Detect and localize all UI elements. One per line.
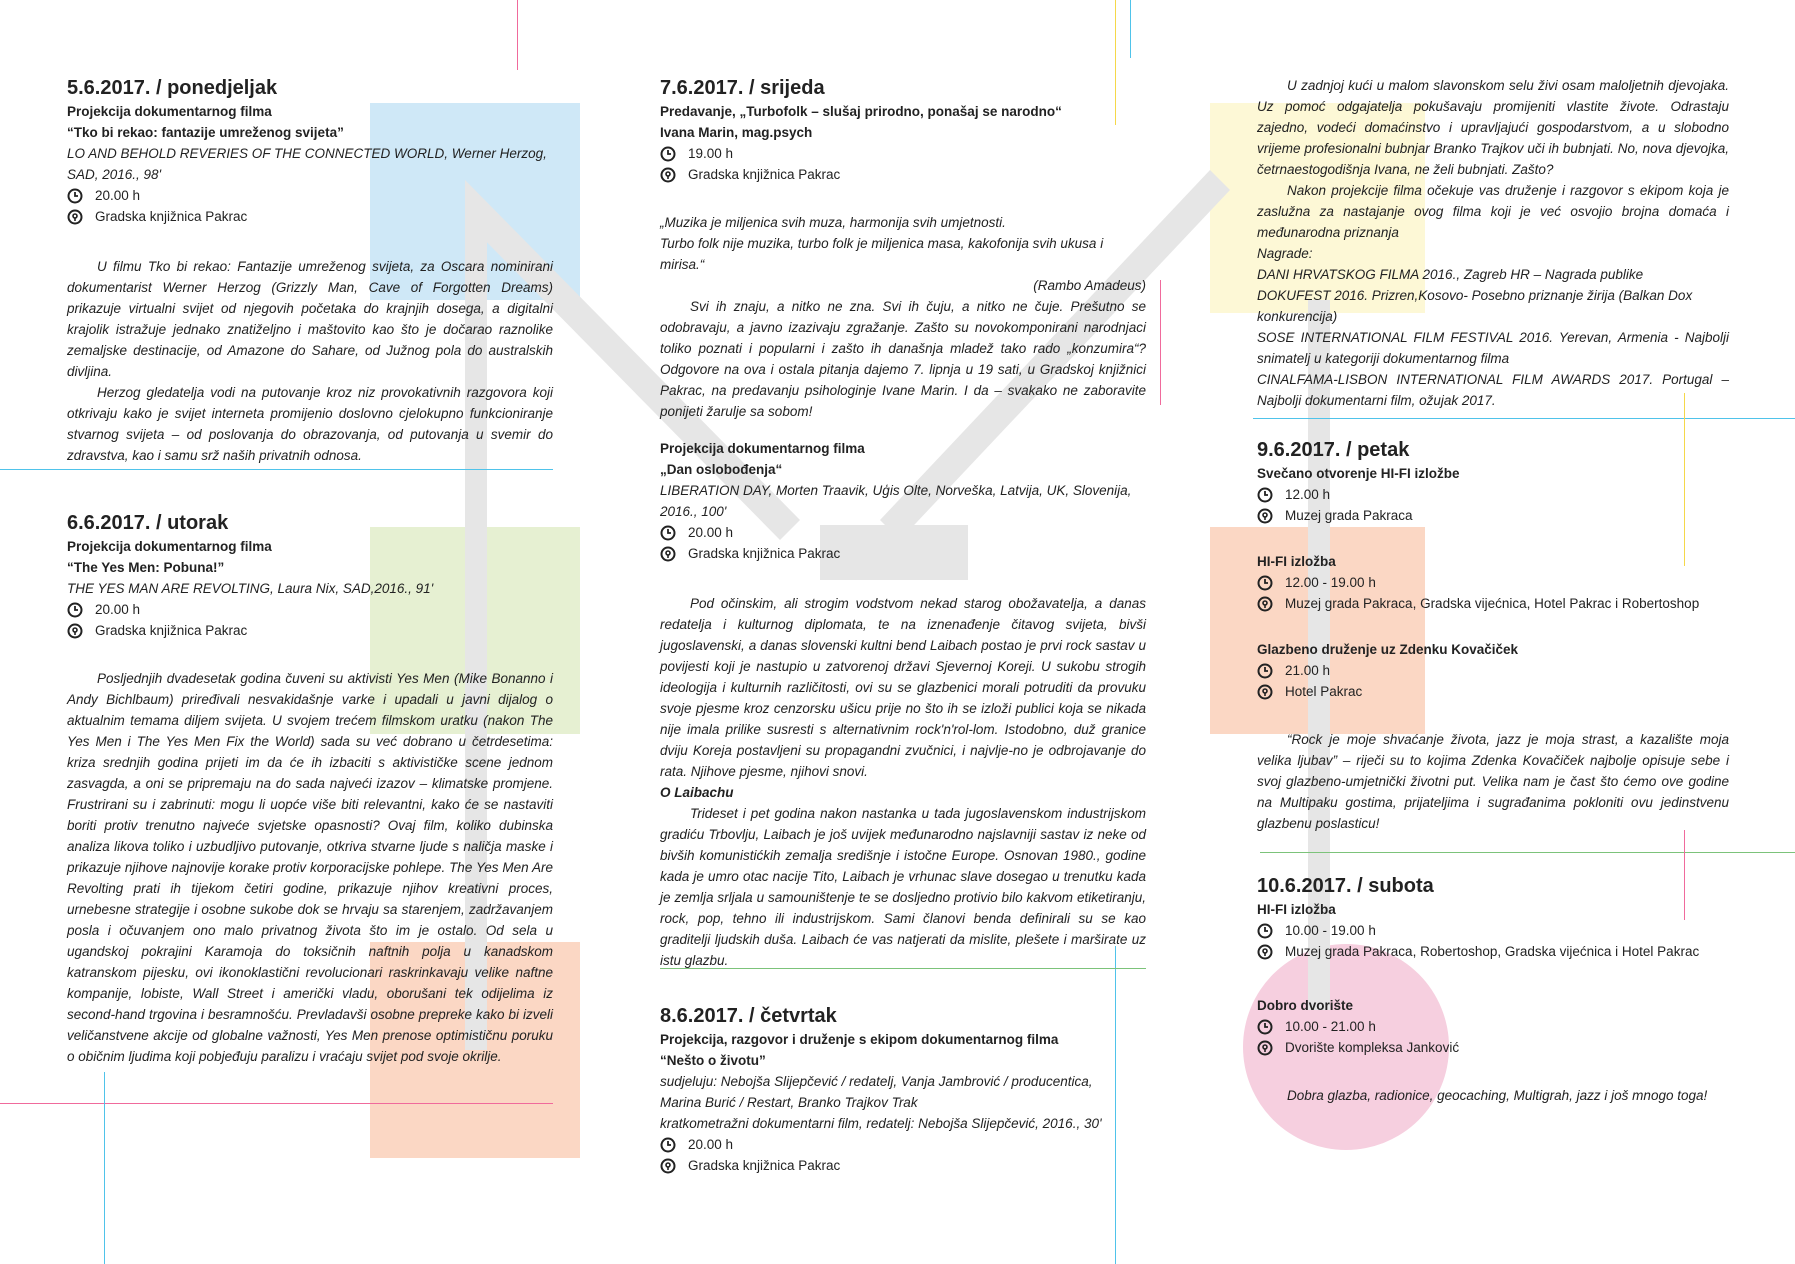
- description-paragraph: Posljednjih dvadesetak godina čuveni su aktivisti Yes Men (Mike Bonanno i Andy Bichlbaum) priređivali nesvakidašnje varke i upadali u javni dijalog o aktualnim temama diljem svijeta. U svojem trećem filmskom uratku (nakon The Yes Men i The Yes Men Fix the World) sada su već dobrano u četrdesetima: kriza srednjih godina prijeti im da će ih izbaciti s aktivističke scene jednom zasvagda, a oni se pripremaju na do sada najveći izazov – klimatske promjene. Frustrirani su i zabrinuti: mogu li uopće više biti relevantni, kako će se nastaviti boriti protiv trenutno najveće svjetske opasnosti? Ovaj film, koliko dubinska analiza likova toliko i uzbudljivo putovanje, otkriva stvarne ljude s naličja maske i prikazuje njihove najnovije korake protiv korporacijske pohlepe. The Yes Men Are Revolting prati ih tijekom četiri godine, prikazuje njihov kreativni proces, urnebesne strategije i osobne sukobe dok se hrvaju sa starenjem, zadržavanjem posla i očuvanjem ono malo privatnog života što im je ostalo. Od sela u ugandskoj pokrajini Karamoja do toksičnih naftnih polja u kanadskom katranskom pijesku, ovi ikonoklastični revolucionari raskrinkavaju velike naftne kompanije, lobiste, Wall Street i američki vladu, oborušani tek odijelima iz second-hand trgovina i besramnošću. Prevladavši osobne prepreke kako bi izveli veličanstvene akcije od globalne važnosti, Yes Men prenose optimističnu poruku o običnim ljudima koji pobjeđuju paralizu i vraćaju svijet pod svoje okrilje.: [67, 671, 553, 1064]
- location-pin-icon: [1257, 508, 1273, 524]
- event-place: Muzej grada Pakraca, Gradska vijećnica, Hotel Pakrac i Robertoshop: [1285, 596, 1700, 611]
- column-right-friday: [1257, 437, 1729, 834]
- closing-line: Dobra glazba, radionice, geocaching, Multigrah, jazz i još mnogo toga!: [1287, 1088, 1708, 1103]
- time-row: [660, 143, 1146, 164]
- event-title: HI-FI izložba: [1257, 554, 1336, 569]
- description-paragraph: Trideset i pet godina nakon nastanka u tada jugoslavenskom industrijskom gradiću Trbovlju, Laibach je još uvijek međunarodno najslavniji sastav iz neke od bivših komunistićkih zemalja središnje i istočne Europe. Osnovan 1980., godine kada je umro otac nacije Tito, Laibach je vrhunac slave dosegao u trenutku kada je zemlja srljala u samouništenje te se dosljedno protivio bilo kakvom etiketiranju, rock, pop, tehno ili industrijskom. Sami članovi benda definirali su se kao graditelji ljudskih duša. Laibach će vas natjerati da mislite, plešete i marširate uz istu glazbu.: [660, 806, 1146, 968]
- film-title: „Dan oslobođenja“: [660, 462, 783, 477]
- divider-line: [1130, 0, 1131, 58]
- location-pin-icon: [67, 209, 83, 225]
- event-date: 8.6.2017. / četvrtak: [660, 1005, 837, 1027]
- place-row: [660, 543, 1146, 564]
- clock-icon: [1257, 487, 1273, 503]
- divider-line: [104, 1072, 105, 1264]
- column-middle: [660, 75, 1146, 422]
- place-row: [1257, 681, 1729, 702]
- time-row: [67, 185, 553, 206]
- location-pin-icon: [67, 623, 83, 639]
- event-time: 12.00 - 19.00 h: [1285, 575, 1376, 590]
- event-time: 12.00 h: [1285, 487, 1331, 502]
- time-row: [67, 599, 553, 620]
- divider-line: [0, 469, 553, 470]
- event-place: Gradska knjižnica Pakrac: [688, 1158, 841, 1173]
- event-date: 9.6.2017. / petak: [1257, 439, 1410, 461]
- time-row: [1257, 1016, 1729, 1037]
- clock-icon: [660, 1137, 676, 1153]
- event-time: 20.00 h: [95, 602, 141, 617]
- awards-heading: Nagrade:: [1257, 246, 1313, 261]
- event-time: 20.00 h: [688, 1137, 734, 1152]
- event-time: 10.00 - 21.00 h: [1285, 1019, 1376, 1034]
- column-middle-second: [660, 438, 1146, 971]
- film-credits: LO AND BEHOLD REVERIES OF THE CONNECTED WORLD, Werner Herzog, SAD, 2016., 98': [67, 146, 547, 182]
- event-time: 10.00 - 19.00 h: [1285, 923, 1376, 938]
- event-place: Gradska knjižnica Pakrac: [688, 546, 841, 561]
- divider-line: [0, 1103, 553, 1104]
- event-time: 19.00 h: [688, 146, 734, 161]
- place-row: [660, 164, 1146, 185]
- award-item: SOSE INTERNATIONAL FILM FESTIVAL 2016. Yerevan, Armenia - Najbolji snimatelj u kategoriji dokumentarnog filma: [1257, 330, 1729, 366]
- description-paragraph: U filmu Tko bi rekao: Fantazije umreženog svijeta, za Oscara nominirani dokumentarist Werner Herzog (Grizzly Man, Cave of Forgotten Dreams) prikazuje virtualni svijet od njegovih početaka do krajnjih dosega, a digitalni krajolik istražuje jednako znatiželjno i maštovito kao što je dočarao raznolike zemaljske destinacije, od Amazone do Sahare, od Južnog pola do australskih divljina.: [67, 259, 553, 379]
- divider-line: [1253, 418, 1795, 419]
- place-row: [1257, 1037, 1729, 1058]
- time-row: [1257, 572, 1729, 593]
- event-title: Glazbeno druženje uz Zdenku Kovačiček: [1257, 642, 1519, 657]
- award-item: CINALFAMA-LISBON INTERNATIONAL FILM AWARDS 2017. Portugal – Najbolji dokumentarni film, ožujak 2017.: [1257, 372, 1729, 408]
- divider-line: [1260, 852, 1795, 853]
- event-place: Dvorište kompleksa Janković: [1285, 1040, 1460, 1055]
- award-item: DANI HRVATSKOG FILMA 2016., Zagreb HR – Nagrada publike: [1257, 267, 1644, 282]
- event-date: 7.6.2017. / srijeda: [660, 77, 825, 99]
- location-pin-icon: [1257, 944, 1273, 960]
- event-date: 10.6.2017. / subota: [1257, 875, 1434, 897]
- location-pin-icon: [1257, 1040, 1273, 1056]
- place-row: [67, 206, 553, 227]
- location-pin-icon: [660, 167, 676, 183]
- film-title: “Nešto o životu”: [660, 1053, 766, 1068]
- column-left-second: [67, 510, 553, 1067]
- divider-line: [517, 0, 518, 70]
- event-place: Muzej grada Pakraca: [1285, 508, 1413, 523]
- time-row: [660, 1134, 1146, 1155]
- event-title: HI-FI izložba: [1257, 902, 1336, 917]
- place-row: [1257, 941, 1729, 962]
- event-title: Dobro dvorište: [1257, 998, 1354, 1013]
- event-time: 20.00 h: [688, 525, 734, 540]
- award-item: DOKUFEST 2016. Prizren,Kosovo- Posebno priznanje žirija (Balkan Dox konkurencija): [1257, 288, 1693, 324]
- event-time: 20.00 h: [95, 188, 141, 203]
- event-place: Hotel Pakrac: [1285, 684, 1363, 699]
- column-middle-third: [660, 1003, 1146, 1176]
- event-time: 21.00 h: [1285, 663, 1331, 678]
- film-credits: sudjeluju: Nebojša Slijepčević / redatelj, Vanja Jambrović / producentica,: [660, 1074, 1093, 1089]
- clock-icon: [1257, 575, 1273, 591]
- location-pin-icon: [660, 1158, 676, 1174]
- clock-icon: [67, 602, 83, 618]
- place-row: [67, 620, 553, 641]
- quote-line: „Muzika je miljenica svih muza, harmonija svih umjetnosti.: [660, 215, 1006, 230]
- place-row: [660, 1155, 1146, 1176]
- description-paragraph: Svi ih znaju, a nitko ne zna. Svi ih čuju, a nitko ne čuje. Prešutno se odobravaju, a javno izazivaju zgražanje. Zašto su novokomponirani narodnjaci toliko poznati i popularni i zašto ih današnja mladež tako rado „konzumira“? Odgovore na ova i ostala pitanja dajemo 7. lipnja u 19 sati, u Gradskoj knjižnici Pakrac, na predavanju psihologinje Ivane Marin. I da – svakako ne zaboravite ponijeti žarulje sa sobom!: [660, 299, 1146, 419]
- lecture-title: Predavanje, „Turbofolk – slušaj prirodno, ponašaj se narodno“: [660, 104, 1062, 119]
- location-pin-icon: [1257, 596, 1273, 612]
- film-credits: Marina Burić / Restart, Branko Trajkov Trak: [660, 1095, 918, 1110]
- film-title: “Tko bi rekao: fantazije umreženog svijeta”: [67, 125, 344, 140]
- event-date: 5.6.2017. / ponedjeljak: [67, 77, 278, 99]
- time-row: [1257, 660, 1729, 681]
- time-row: [1257, 920, 1729, 941]
- place-row: [1257, 505, 1729, 526]
- quote-author: (Rambo Amadeus): [1033, 278, 1146, 293]
- event-date: 6.6.2017. / utorak: [67, 512, 229, 534]
- event-place: Gradska knjižnica Pakrac: [95, 209, 248, 224]
- column-right-saturday: [1257, 873, 1729, 1106]
- event-type: Projekcija, razgovor i druženje s ekipom dokumentarnog filma: [660, 1032, 1059, 1047]
- event-type: Projekcija dokumentarnog filma: [67, 104, 272, 119]
- clock-icon: [1257, 663, 1273, 679]
- location-pin-icon: [660, 546, 676, 562]
- location-pin-icon: [1257, 684, 1273, 700]
- divider-line: [1160, 280, 1161, 405]
- lecture-speaker: Ivana Marin, mag.psych: [660, 125, 813, 140]
- event-type: Projekcija dokumentarnog filma: [67, 539, 272, 554]
- description-paragraph: Nakon projekcije filma očekuje vas druženje i razgovor s ekipom koja je zaslužna za nastajanje ovog filma koji je već osvojio brojna domaća i međunarodna priznanja: [1257, 183, 1729, 240]
- event-title: Svečano otvorenje HI-FI izložbe: [1257, 466, 1460, 481]
- film-credits: THE YES MAN ARE REVOLTING, Laura Nix, SAD,2016., 91': [67, 581, 434, 596]
- event-type: Projekcija dokumentarnog filma: [660, 441, 865, 456]
- description-paragraph: Pod očinskim, ali strogim vodstvom nekad starog obožavatelja, a danas redatelja i kulturnog diplomata, te na iznenađenje čitavog svijeta, bivši jugoslavenski, a danas slovenski kultni bend Laibach postao je prvi rock sastav u povijesti koji je nastupio u zatvorenoj državi Sjevernoj Koreji. U sukobu strogih ideologija i kulturnih različitosti, ovi su se glazbenici morali potruditi da provuku svoje pjesme kroz cenzorsku ušicu prije no što ih se izloži publici koja se nikada nije imala prilike susresti s alternativnim rock'n'rol-lom. Istodobno, duž granice dviju Koreja postavljeni su propagandni zvučnici, i najvlje-no je odbrojavanje do rata. Njihove pjesme, njihovi snovi.: [660, 596, 1146, 779]
- event-place: Gradska knjižnica Pakrac: [688, 167, 841, 182]
- column-left: [67, 75, 553, 466]
- description-paragraph: “Rock je moje shvaćanje života, jazz je moja strast, a kazalište moja velika ljubav” – riječi su to kojima Zdenka Kovačiček najbolje opisuje sebe i svoj glazbeno-umjetnički životni put. Velika nam je čast što ćemo ove godine na Multipaku gostima, prijateljima i sugrađanima pokloniti ovu jedinstvenu glazbenu poslasticu!: [1257, 732, 1729, 831]
- place-row: [1257, 593, 1729, 614]
- clock-icon: [1257, 923, 1273, 939]
- event-block: [67, 75, 553, 466]
- column-right-intro: [1257, 75, 1729, 411]
- film-credits: LIBERATION DAY, Morten Traavik, Uģis Olte, Norveška, Latvija, UK, Slovenija, 2016., 100': [660, 483, 1132, 519]
- time-row: [660, 522, 1146, 543]
- subheading: O Laibachu: [660, 785, 734, 800]
- quote-line: Turbo folk nije muzika, turbo folk je miljenica masa, kakofonija svih ukusa i mirisa.“: [660, 236, 1104, 272]
- clock-icon: [660, 146, 676, 162]
- film-credits: kratkometražni dokumentarni film, redatelj: Nebojša Slijepčević, 2016., 30': [660, 1116, 1102, 1131]
- clock-icon: [67, 188, 83, 204]
- clock-icon: [660, 525, 676, 541]
- description-paragraph: U zadnjoj kući u malom slavonskom selu živi osam maloljetnih djevojaka. Uz pomoć odgajatelja pokušavaju promijeniti vlastite živote. Odrastaju zajedno, vodeći domaćinstvo i upravljajući gospodarstvom, a u slobodno vrijeme profesionalni bubnjar Branko Trajkov uči ih bubnjati. No, nova djevojka, četrnaestogodišnja Ivana, ne želi bubnjati. Zašto?: [1257, 78, 1729, 177]
- event-place: Muzej grada Pakraca, Robertoshop, Gradska vijećnica i Hotel Pakrac: [1285, 944, 1700, 959]
- description-paragraph: Herzog gledatelja vodi na putovanje kroz niz provokativnih razgovora koji otkrivaju kako je svijet interneta promijenio doslovno cjelokupno funkcioniranje stvarnog svijeta – od poslovanja do obrazovanja, od putovanja u svemir do zdravstva, kao i samu srž naših privatnih odnosa.: [67, 385, 553, 463]
- time-row: [1257, 484, 1729, 505]
- event-place: Gradska knjižnica Pakrac: [95, 623, 248, 638]
- clock-icon: [1257, 1019, 1273, 1035]
- film-title: “The Yes Men: Pobuna!”: [67, 560, 225, 575]
